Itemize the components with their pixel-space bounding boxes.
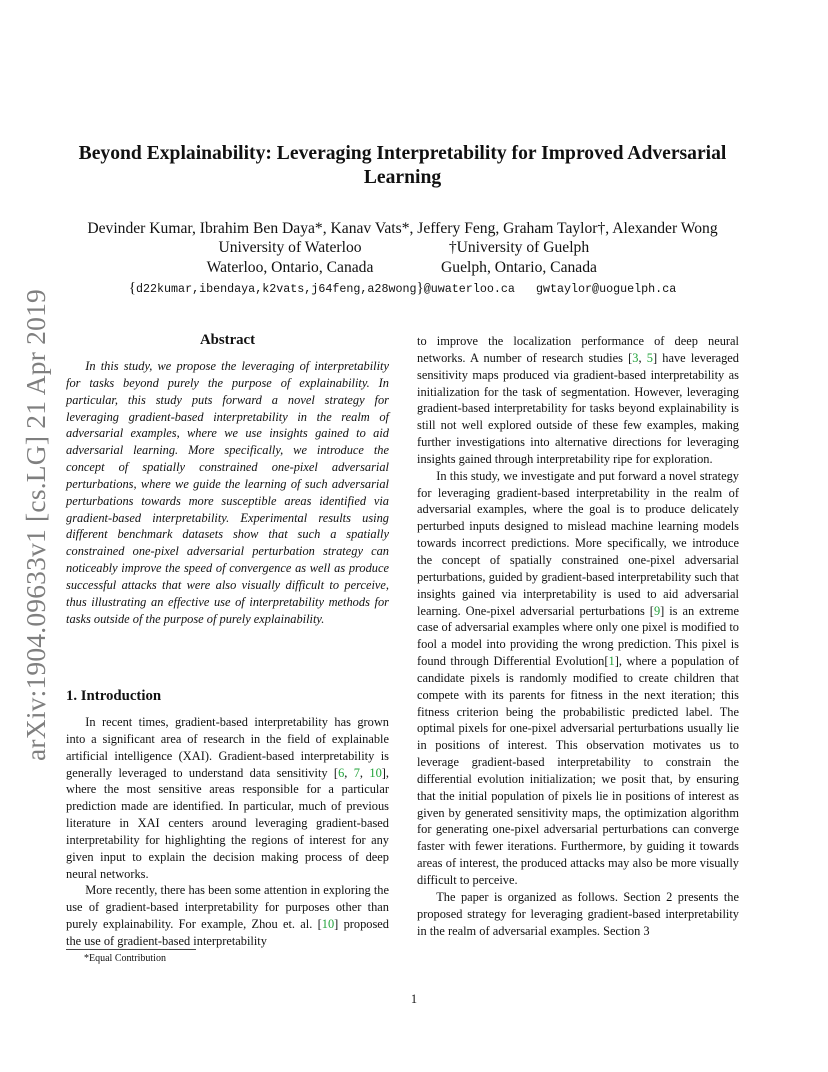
affiliation-location: Waterloo, Ontario, Canada [206, 259, 374, 276]
introduction-heading: 1. Introduction [66, 688, 162, 704]
citation-link[interactable]: 1 [608, 654, 615, 669]
affiliation-location: Guelph, Ontario, Canada [441, 259, 597, 276]
page-number: 1 [410, 992, 418, 1006]
email-open-brace: { [128, 280, 136, 296]
citation-link[interactable]: 5 [646, 350, 653, 365]
affiliation-name: †University of Guelph [448, 239, 590, 256]
arxiv-id: arXiv:1904.09633v1 [cs.LG] 21 Apr 2019 [20, 289, 51, 761]
citation-link[interactable]: 10 [321, 917, 335, 932]
waterloo-usernames: d22kumar,ibendaya,k2vats,j64feng,a28wong [135, 282, 417, 296]
guelph-email: gwtaylor@uoguelph.ca [535, 282, 677, 296]
author-list: Devinder Kumar, Ibrahim Ben Daya*, Kanav Vats*, Jeffery Feng, Graham Taylor†, Alexander Wong [87, 220, 718, 237]
affiliation-guelph [430, 238, 608, 278]
affiliation-name: University of Waterloo [218, 239, 362, 256]
footnote-rule [66, 949, 196, 950]
author-emails [60, 280, 745, 297]
abstract-body [66, 358, 389, 628]
right-paragraph-1: to improve the localization performance of deep neural networks. A number of research studies [3, 5] have leveraged sensitivity maps produced via gradient-based interpretability as initialization for the task of segmentation. However, leveraging gradient-based interpretability for tasks beyond explainability is still not well explored outside of these few examples, making further investigations into alternative directions for leveraging insights gained through interpretability ripe for exploration. [417, 334, 739, 466]
email-close-brace: } [416, 280, 424, 296]
intro-paragraph-1: In recent times, gradient-based interpretability has grown into a significant area of research in the field of explainable artificial intelligence (XAI). Gradient-based interpretability is generally leveraged to understand data sensitivity [6, 7, 10], where the most sensitive areas responsible for a particular prediction made are identified. In particular, much of previous literature in XAI centers around leveraging gradient-based interpretability for highlighting the regions of interest for any given input to explain the decision making process of deep neural networks. [66, 715, 389, 881]
paper-title: Beyond Explainability: Leveraging Interpretability for Improved Adversarial Learning [78, 143, 727, 188]
citation-link[interactable]: 3 [632, 350, 639, 365]
intro-paragraph-2: More recently, there has been some attention in exploring the use of gradient-based interpretability for purposes other than purely explainability. For example, Zhou et. al. [10] proposed the use of gradient-based interpretability [66, 883, 389, 948]
right-paragraph-3: The paper is organized as follows. Section 2 presents the proposed strategy for leveraging gradient-based interpretability in the realm of adversarial examples. Section 3 [417, 889, 739, 938]
right-column [417, 333, 739, 939]
arxiv-stamp [6, 285, 66, 765]
affiliation-waterloo [200, 238, 380, 278]
citation-link[interactable]: 10 [369, 765, 382, 780]
waterloo-domain: @uwaterloo.ca [423, 282, 515, 296]
abstract-paragraph: In this study, we propose the leveraging of interpretability for tasks beyond purely the purpose of explainability. In particular, this study puts forward a novel strategy for leveraging gradient-based interpretability in the realm of adversarial examples, where we use insights gained to aid adversarial learning. More specifically, we introduce the concept of spatially constrained one-pixel adversarial perturbations, where we guide the learning of such adversarial perturbations towards more susceptible areas identified via gradient-based interpretability. Experimental results using different benchmark datasets show that such a spatially constrained one-pixel adversarial perturbation strategy can noticeably improve the speed of convergence as well as produce successful attacks that were also visually difficult to perceive, thus illustrating an effective use of interpretability methods for tasks outside of the purpose of purely explainability. [66, 359, 389, 626]
abstract-heading: Abstract [199, 332, 256, 348]
citation-link[interactable]: 7 [353, 765, 360, 780]
footnote-equal-contribution: *Equal Contribution [84, 953, 166, 964]
citation-link[interactable]: 9 [653, 603, 661, 618]
citation-link[interactable]: 6 [338, 765, 345, 780]
right-paragraph-2: In this study, we investigate and put forward a novel strategy for leveraging gradient-based interpretability in the realm of adversarial examples, where the goal is to produce delicately perturbed inputs designed to mislead machine learning models towards incorrect predictions. More specifically, we introduce the concept of spatially constrained one-pixel adversarial perturbations, guided by gradient-based interpretability such that insights gained via interpretability is used to aid adversarial learning. One-pixel adversarial perturbations [9] is an extreme case of adversarial examples where only one pixel is modified to fool a model into providing the wrong prediction. This pixel is found through Differential Evolution[1], where a population of candidate pixels is randomly modified to create children that compete with its parents for fitness in the next iteration; this fitness criterion being the probabilistic predicted label. The optimal pixels for one-pixel adversarial perturbations usually lie in positions of interest. This observation motivates us to leverage gradient-based interpretability to constrain the differential evolution initialization; we posit that, by ensuring that the initial population of pixels lie in positions of interest as given by generated sensitivity maps, the optimization algorithm for generating one-pixel adversarial perturbations can converge faster with fewer iterations. Furthermore, by guiding it towards areas of interest, the produced attacks may also be more visually difficult to perceive. [417, 468, 740, 887]
introduction-body [66, 714, 389, 950]
